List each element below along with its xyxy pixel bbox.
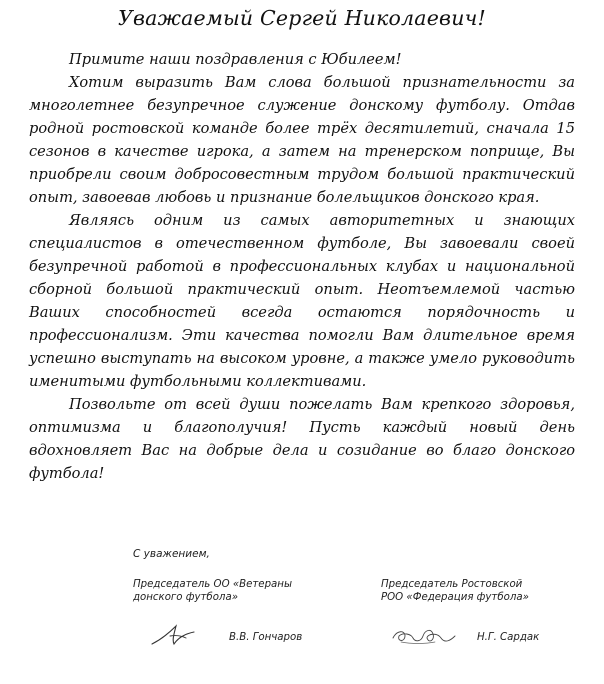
right-signatory-name: Н.Г. Сардак	[477, 632, 540, 643]
left-handwritten-signature	[150, 622, 198, 648]
right-signatory-title-line1: Председатель Ростовской	[381, 579, 523, 590]
closing-regards: С уважением,	[133, 548, 210, 560]
letter-greeting-title: Уважаемый Сергей Николаевич!	[118, 6, 486, 30]
letter-paragraph: Хотим выразить Вам слова большой признательности за многолетнее безупречное служение донскому футболу. Отдав родной ростовской команде более трёх десятилетий, сначала 15 сезонов в качестве игрока, а затем на тренерском поприще, Вы приобрели своим добросовестным трудом большой практический опыт, завоевав любовь и признание болельщиков донского края.	[29, 74, 575, 206]
letter-paragraph: Примите наши поздравления с Юбилеем!	[69, 51, 402, 68]
left-signatory-name: В.В. Гончаров	[229, 632, 303, 643]
right-handwritten-signature	[391, 624, 457, 648]
letter-body	[29, 48, 575, 485]
letter-paragraph: Позвольте от всей души пожелать Вам крепкого здоровья, оптимизма и благополучия! Пусть каждый новый день вдохновляет Вас на добрые дела и созидание во благо донского футбола!	[29, 396, 575, 482]
left-signatory-title-line2: донского футбола»	[133, 592, 238, 603]
right-signatory-title	[381, 578, 581, 604]
right-signatory-title-line2: РОО «Федерация футбола»	[381, 592, 529, 603]
left-signatory-title-line1: Председатель ОО «Ветераны	[133, 579, 292, 590]
left-signatory-title	[133, 578, 323, 604]
letter-paragraph: Являясь одним из самых авторитетных и знающих специалистов в отечественном футболе, Вы завоевали своей безупречной работой в профессиональных клубах и национальной сборной большой практический опыт. Неотъемлемой частью Ваших способностей всегда остаются порядочность и профессионализм. Эти качества помогли Вам длительное время успешно выступать на высоком уровне, а также умело руководить именитыми футбольными коллективами.	[29, 212, 575, 390]
